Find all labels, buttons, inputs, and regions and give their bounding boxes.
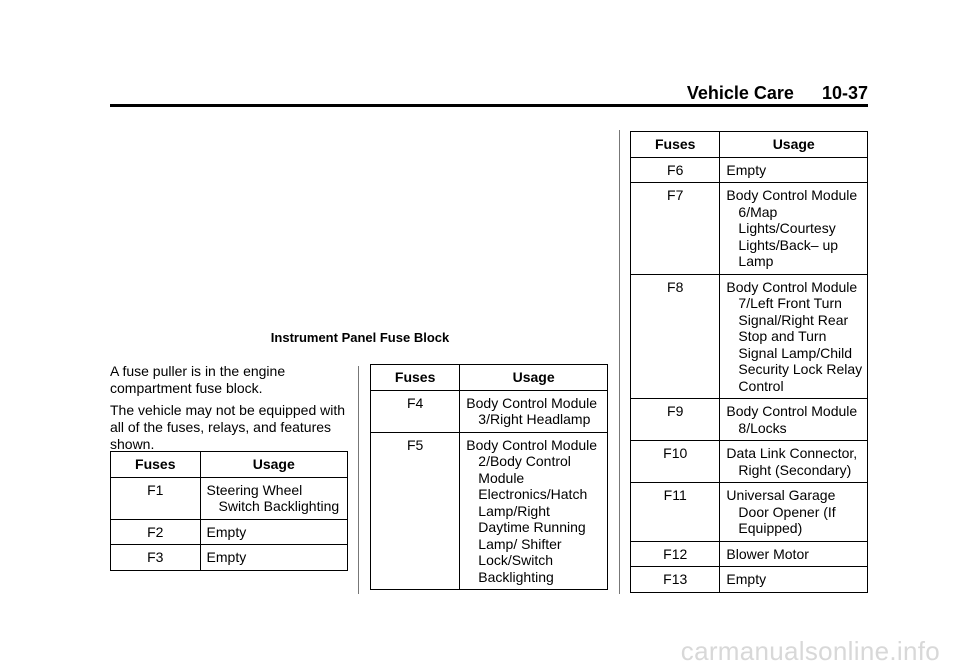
figure-caption: Instrument Panel Fuse Block	[270, 330, 450, 345]
table-row	[371, 390, 608, 432]
fuse-id: F1	[111, 477, 201, 519]
fuse-id: F8	[631, 274, 720, 399]
fuse-usage: Steering Wheel Switch Backlighting	[206, 481, 340, 514]
column-divider-left	[358, 366, 359, 594]
fuse-usage: Empty	[206, 523, 247, 540]
header-fuses: Fuses	[631, 132, 720, 158]
fuse-id: F4	[371, 390, 460, 432]
column-divider-right	[619, 130, 620, 594]
page-number: 10-37	[821, 83, 868, 103]
table-row	[371, 432, 608, 590]
fuse-id: F9	[631, 399, 720, 441]
table-header-row	[111, 452, 348, 478]
table-row	[111, 545, 348, 571]
fuse-usage: Body Control Module 7/Left Front Turn Signal/Right Rear Stop and Turn Signal Lamp/Child Security Lock Relay Control	[726, 278, 863, 394]
fuse-id: F5	[371, 432, 460, 590]
fuse-id: F11	[631, 483, 720, 542]
fuse-usage: Body Control Module 2/Body Control Module Electronics/Hatch Lamp/Right Daytime Running Lamp/ Shifter Lock/Switch Backlighting	[466, 436, 598, 585]
table-row	[631, 567, 868, 593]
fuse-usage: Body Control Module 3/Right Headlamp	[466, 394, 598, 427]
table-row	[631, 483, 868, 542]
section-title: Vehicle Care	[686, 83, 794, 103]
header-fuses: Fuses	[111, 452, 201, 478]
header-usage: Usage	[200, 452, 347, 478]
table-row	[111, 519, 348, 545]
table-row	[631, 157, 868, 183]
fuse-id: F7	[631, 183, 720, 275]
fuse-id: F10	[631, 441, 720, 483]
table-header-row	[631, 132, 868, 158]
watermark: carmanualsonline.info	[680, 636, 940, 666]
fuse-usage: Universal Garage Door Opener (If Equipped)	[726, 487, 836, 536]
fuse-id: F12	[631, 541, 720, 567]
table-row	[631, 274, 868, 399]
fuse-usage: Empty	[206, 549, 247, 565]
fuse-id: F6	[631, 157, 720, 183]
header-usage: Usage	[460, 365, 608, 391]
fuse-usage: Empty	[726, 161, 767, 178]
table-row	[631, 399, 868, 441]
fuse-usage: Data Link Connector, Right (Secondary)	[726, 445, 858, 478]
header-rule	[110, 104, 868, 107]
fuse-usage: Empty	[726, 571, 767, 587]
header-usage: Usage	[720, 132, 868, 158]
fuse-id: F13	[631, 567, 720, 593]
fuse-table-3	[630, 131, 868, 593]
fuse-table-1	[110, 451, 348, 571]
header-fuses: Fuses	[371, 365, 460, 391]
fuse-id: F2	[111, 519, 201, 545]
table-row	[631, 183, 868, 275]
fuse-usage: Blower Motor	[726, 545, 809, 562]
table-row	[631, 441, 868, 483]
fuse-id: F3	[111, 545, 201, 571]
paragraph-equipment-note: The vehicle may not be equipped with all of the fuses, relays, and features shown.	[110, 402, 346, 452]
table-header-row	[371, 365, 608, 391]
fuse-table-2	[370, 364, 608, 590]
table-row	[111, 477, 348, 519]
fuse-usage: Body Control Module 6/Map Lights/Courtesy Lights/Back– up Lamp	[726, 187, 858, 269]
page-header	[110, 83, 868, 103]
paragraph-fuse-puller: A fuse puller is in the engine compartment fuse block.	[110, 363, 286, 396]
table-row	[631, 541, 868, 567]
fuse-usage: Body Control Module 8/Locks	[726, 403, 858, 436]
